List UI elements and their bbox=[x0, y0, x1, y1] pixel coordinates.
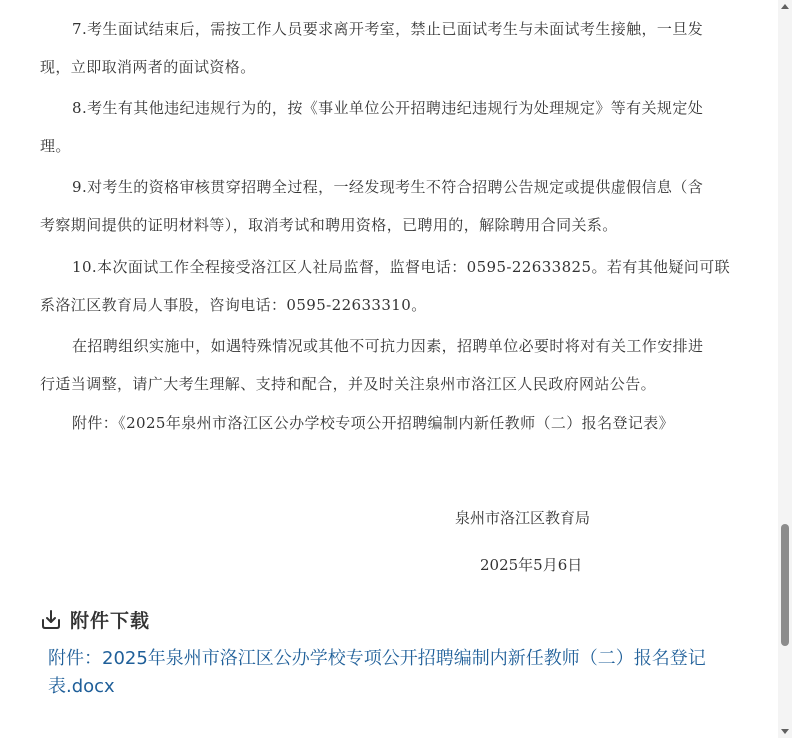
paragraph-line: 现，立即取消两者的面试资格。 bbox=[40, 58, 256, 76]
paragraph-line: 考察期间提供的证明材料等），取消考试和聘用资格，已聘用的，解除聘用合同关系。 bbox=[40, 216, 618, 234]
paragraph-line: 附件：《2025年泉州市洛江区公办学校专项公开招聘编制内新任教师（二）报名登记表》 bbox=[72, 414, 675, 432]
scrollbar-thumb[interactable] bbox=[781, 524, 789, 646]
attachments-header bbox=[40, 604, 150, 634]
paragraph-line: 8.考生有其他违纪违规行为的，按《事业单位公开招聘违纪违规行为处理规定》等有关规定处 bbox=[72, 99, 704, 117]
paragraph-line: 行适当调整，请广大考生理解、支持和配合，并及时关注泉州市洛江区人民政府网站公告。 bbox=[40, 375, 657, 393]
paragraph-adjustment bbox=[40, 327, 737, 403]
scroll-up-arrow-icon[interactable] bbox=[781, 4, 789, 9]
download-icon bbox=[40, 608, 62, 630]
signature-org: 泉州市洛江区教育局 bbox=[455, 509, 591, 527]
paragraph-8 bbox=[40, 89, 737, 165]
vertical-scrollbar[interactable] bbox=[778, 0, 792, 738]
paragraph-attachment-note bbox=[40, 404, 737, 442]
scroll-down-arrow-icon[interactable] bbox=[781, 729, 789, 734]
paragraph-7 bbox=[40, 10, 737, 86]
attachments-title: 附件下载 bbox=[70, 609, 151, 632]
attachment-download-link[interactable]: 附件：2025年泉州市洛江区公办学校专项公开招聘编制内新任教师（二）报名登记表.docx bbox=[48, 648, 706, 697]
signature-date: 2025年5月6日 bbox=[480, 556, 583, 574]
paragraph-line: 9.对考生的资格审核贯穿招聘全过程，一经发现考生不符合招聘公告规定或提供虚假信息（含 bbox=[72, 178, 704, 196]
paragraph-line: 10.本次面试工作全程接受洛江区人社局监督，监督电话：0595-22633825。若有其他疑问可联 bbox=[72, 258, 731, 276]
paragraph-line: 理。 bbox=[40, 137, 71, 155]
paragraph-line: 在招聘组织实施中，如遇特殊情况或其他不可抗力因素，招聘单位必要时将对有关工作安排进 bbox=[72, 337, 704, 355]
paragraph-line: 7.考生面试结束后，需按工作人员要求离开考室，禁止已面试考生与未面试考生接触，一旦发 bbox=[72, 20, 704, 38]
paragraph-9 bbox=[40, 168, 737, 244]
paragraph-10 bbox=[40, 248, 737, 324]
paragraph-line: 系洛江区教育局人事股，咨询电话：0595-22633310。 bbox=[40, 296, 427, 314]
